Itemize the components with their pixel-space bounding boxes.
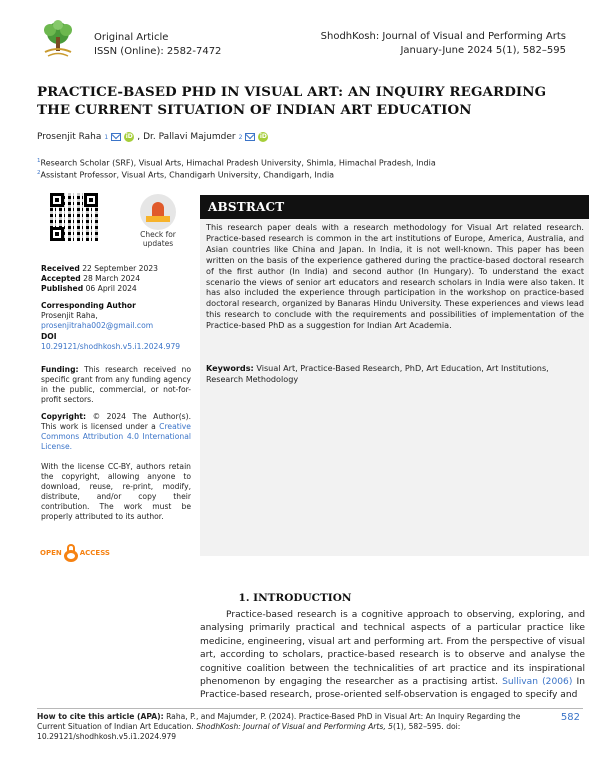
- orcid-icon[interactable]: iD: [259, 133, 267, 140]
- issue-info: January-June 2024 5(1), 582–595: [400, 44, 566, 56]
- check-updates-label: Check for updates: [140, 230, 176, 248]
- doi-label: DOI: [41, 332, 57, 341]
- author-line: Prosenjit Raha 1 iD , Dr. Pallavi Majumder 2 iD: [37, 132, 267, 142]
- email-icon[interactable]: [111, 133, 121, 141]
- keywords-label: Keywords:: [206, 363, 254, 373]
- page-number: 582: [560, 712, 580, 723]
- footer-divider: [37, 708, 583, 709]
- author-1-affil-mark: 1: [104, 133, 109, 141]
- copyright-text: © 2024 The Author(s). This work is licensed under a: [41, 412, 191, 431]
- doi-link[interactable]: 10.29121/shodhkosh.v5.i1.2024.979: [41, 342, 181, 351]
- issn: ISSN (Online): 2582-7472: [94, 45, 222, 57]
- journal-name: ShodhKosh: Journal of Visual and Performing Arts: [320, 31, 566, 42]
- introduction-paragraph: Practice-based research is a cognitive approach to observing, exploring, and analysing primarily practical and technical aspects of a particular practice like medicine, engineering, visual art and performing art. From the perspective of visual art, according to scholars, practice-based research is to observe and analyse the cognitive coalition between the technicalities of art practice and its inspirational phenomenon by engaging the researcher as a practising artist. Sullivan (2006) In Practice-based research, prose-oriented self-observation is engaged to specify and: [200, 610, 585, 701]
- abstract-heading: ABSTRACT: [200, 195, 589, 219]
- corresponding-email-link[interactable]: prosenjitraha002@gmail.com: [41, 321, 154, 330]
- check-for-updates-badge[interactable]: [133, 194, 183, 250]
- citation-link[interactable]: Sullivan (2006): [502, 677, 573, 688]
- author-2-affil-mark: 2: [238, 133, 243, 141]
- orcid-icon[interactable]: iD: [125, 133, 133, 140]
- header-left: [94, 31, 221, 58]
- cc-note: With the license CC-BY, authors retain the copyright, allowing anyone to download, reuse, re-print, modify, distribute, and/or copy their contribution. The work must be properly attributed to its author.: [41, 462, 191, 521]
- received-date: 22 September 2023: [82, 264, 159, 273]
- article-type: Original Article: [94, 32, 169, 43]
- author-1-name[interactable]: Prosenjit Raha: [37, 132, 102, 142]
- dates-block: Received 22 September 2023 Accepted 28 March 2024 Published 06 April 2024: [41, 264, 159, 293]
- open-access-badge: OPEN ACCESS: [40, 544, 110, 562]
- published-date: 06 April 2024: [85, 284, 137, 293]
- open-access-lock-icon: [64, 544, 78, 562]
- keywords: [206, 363, 584, 385]
- corresponding-author-block: [41, 301, 191, 352]
- funding-text: This research received no specific grant from any funding agency in the public, commercial, or not-for-profit sectors.: [41, 365, 191, 404]
- affiliation-1: $^1$Research Scholar (SRF), Visual Arts, Himachal Pradesh University, Shimla, Himachal Pradesh, India: [37, 158, 436, 168]
- abstract-text: This research paper deals with a research methodology for Visual Art related research. Practice-based research is common in the art institutions of Europe, America, Australia, and Asian countries like China and Japan. In India, it is not well-known. This paper has been written on the basis of the experience gathered during the practice-based doctoral research of the first author (In India) and second author (In Hungary). To understand the exact scenario the views of senior art educators and research scholars in India were also taken. It has also included the experience through participation in the workshop on practice-based doctoral research, organized by Banaras Hindu University. These experiences and views lead this research to conclude with the requirements and possibilities of implementation of the Practice-based PhD as a suggestion for Indian Art Academia.: [206, 222, 584, 331]
- check-updates-icon: [140, 194, 176, 230]
- accepted-date: 28 March 2024: [83, 274, 141, 283]
- paper-title: PRACTICE-BASED PHD IN VISUAL ART: AN INQUIRY REGARDING THE CURRENT SITUATION OF INDIAN ART EDUCATION: [37, 84, 547, 118]
- corresponding-name: Prosenjit Raha,: [41, 311, 98, 320]
- license-link[interactable]: Creative Commons Attribution 4.0 International License.: [41, 422, 191, 451]
- author-2-name[interactable]: Dr. Pallavi Majumder: [143, 132, 236, 142]
- header-right: [321, 30, 566, 57]
- section-heading-introduction: 1. INTRODUCTION: [238, 592, 352, 604]
- corresponding-label: Corresponding Author: [41, 301, 136, 310]
- affiliation-2: $^2$Assistant Professor, Visual Arts, Chandigarh University, Chandigarh, India: [37, 170, 335, 180]
- copyright-block: Copyright: © 2024 The Author(s). This work is licensed under a Creative Commons Attribution 4.0 International License.: [41, 412, 191, 451]
- qr-code-icon[interactable]: [50, 193, 98, 241]
- how-to-cite: How to cite this article (APA): Raha, P., and Majumder, P. (2024). Practice-Based PhD in Visual Art: An Inquiry Regarding the Current Situation of Indian Art Education. ShodhKosh: Journal of Visual and Performing Arts, 5(1), 582–595. doi: 10.29121/shodhkosh.v5.i1.2024.979: [37, 712, 521, 742]
- journal-logo-tree-icon: [39, 19, 77, 59]
- keywords-text: Visual Art, Practice-Based Research, PhD, Art Education, Art Institutions, Research Methodology: [206, 363, 549, 384]
- email-icon[interactable]: [245, 133, 255, 141]
- funding-block: Funding: This research received no specific grant from any funding agency in the public, commercial, or not-for-profit sectors.: [41, 365, 191, 404]
